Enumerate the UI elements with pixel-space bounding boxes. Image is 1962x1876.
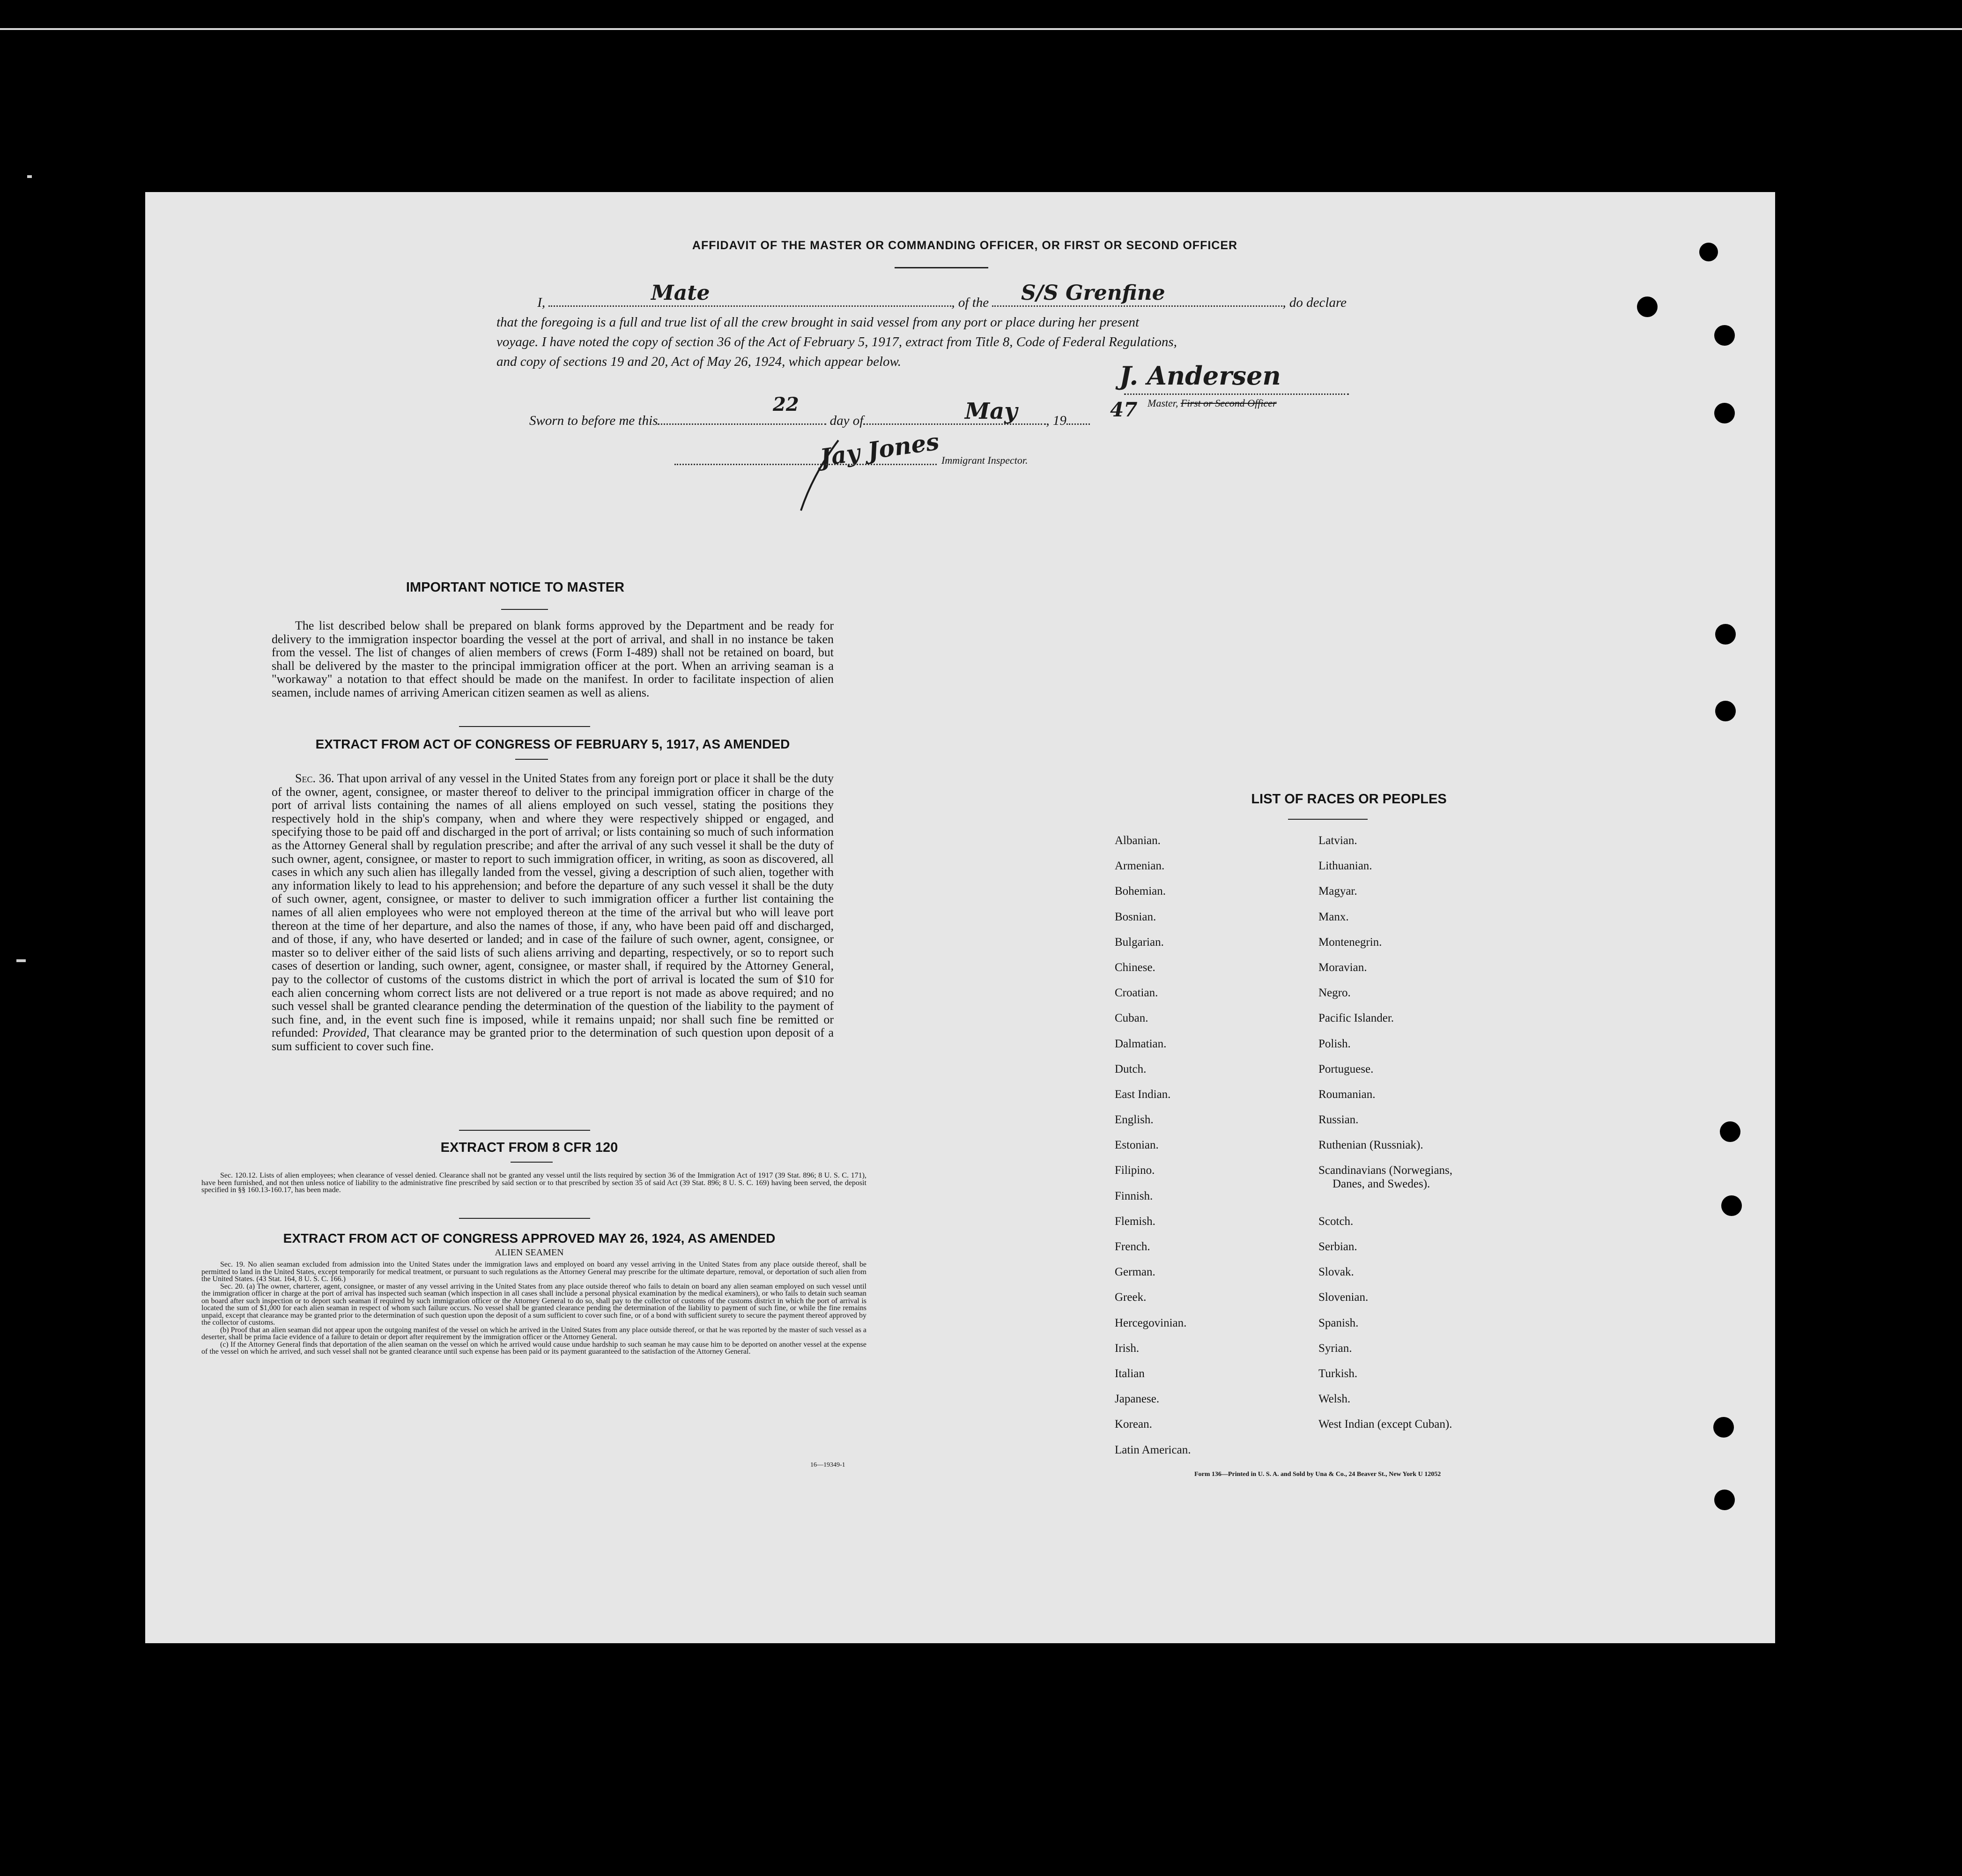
race-right-item: Slovenian.: [1318, 1291, 1369, 1304]
races-title: LIST OF RACES OR PEOPLES: [1251, 792, 1447, 807]
declaration-i: I,: [537, 295, 546, 310]
sec-20c-paragraph: (c) If the Attorney General finds that deportation of the alien seaman on the vessel on which he arrived would cause undue hardship to such seaman he may cause him to be deported on another vessel at the expense of the vessel on which he arrived, and such vessel shall not be granted clearance until such expense has been paid or its payment guaranteed to the satisfaction of the Attorney General.: [201, 1340, 866, 1356]
form-code: 16—19349-1: [810, 1461, 845, 1468]
notice-title: IMPORTANT NOTICE TO MASTER: [406, 580, 625, 595]
notice-end-rule: [459, 726, 590, 727]
race-left-item: Armenian.: [1115, 860, 1165, 873]
race-right-item: Turkish.: [1318, 1367, 1358, 1380]
race-right-item: Slovak.: [1318, 1266, 1354, 1279]
extract-1917-text: [272, 772, 834, 1053]
race-left-item: Filipino.: [1115, 1164, 1155, 1177]
binder-hole: [1699, 243, 1718, 261]
race-left-item: Croatian.: [1115, 986, 1158, 1000]
inspector-line: [674, 464, 937, 465]
race-left-item: Cuban.: [1115, 1012, 1148, 1025]
races-right-column: [1318, 834, 1452, 1443]
race-left-item: German.: [1115, 1266, 1155, 1279]
race-right-item: Lithuanian.: [1318, 860, 1372, 873]
binder-hole: [1720, 1121, 1740, 1142]
notice-text: [272, 619, 834, 700]
scan-speck: [27, 175, 32, 178]
race-right-item: Polish.: [1318, 1037, 1351, 1050]
title-underline: [895, 267, 988, 268]
master-signature-line: [1124, 393, 1349, 395]
inspector-label: Immigrant Inspector.: [941, 454, 1028, 466]
binder-hole: [1714, 1490, 1735, 1510]
struck-officer-label: First or Second Officer: [1180, 397, 1277, 409]
handwritten-day: 22: [773, 393, 799, 415]
race-left-item: Irish.: [1115, 1342, 1140, 1355]
sworn-prefix: Sworn to before me this: [529, 413, 658, 428]
sworn-day-of: day of: [829, 413, 864, 428]
master-signature: J. Andersen: [1119, 361, 1281, 391]
extract-cfr-rule: [511, 1162, 553, 1163]
race-right-item: Scotch.: [1318, 1215, 1354, 1228]
race-left-item: Greek.: [1115, 1291, 1147, 1304]
sec-36-label: Sec. 36.: [295, 771, 334, 785]
binder-hole: [1637, 297, 1658, 317]
binder-hole: [1714, 325, 1735, 346]
race-left-item: French.: [1115, 1240, 1150, 1253]
race-left-item: Estonian.: [1115, 1139, 1159, 1152]
sec-36-provided: Provided,: [322, 1026, 370, 1040]
race-right-item: Syrian.: [1318, 1342, 1352, 1355]
printer-footer: Form 136—Printed in U. S. A. and Sold by Una & Co., 24 Beaver St., New York U 12052: [1194, 1471, 1441, 1478]
race-right-item: Pacific Islander.: [1318, 1012, 1394, 1025]
declaration-do-declare: , do declare: [1282, 295, 1347, 310]
races-rule: [1288, 819, 1368, 820]
sec-20a-paragraph: Sec. 20. (a) The owner, charterer, agent, consignee, or master of any vessel arriving in the United States from any place outside thereof who fails to detain on board any alien seaman employed on such vessel until the immigration officer in charge at the port of arrival has inspected such seaman (which inspection in all cases shall include a personal physical examination by the medical examiners), or who fails to detain such seaman on board after such inspection or to deport such seaman if required by such immigration officer or the Attorney General to do so, shall pay to the collector of customs of the customs district in which the port of arrival is located the sum of $1,000 for each alien seaman in respect of whom such failure occurs. No vessel shall be granted clearance pending the determination of the liability to payment of such fine, or while the fine remains unpaid, except that clearance may be granted prior to the determination of such question upon the deposit of a sum sufficient to cover such fine, or of a bond with sufficient surety to secure the payment thereof approved by the collector of customs.: [201, 1282, 866, 1327]
month-blank: [863, 413, 1046, 425]
inspector-signature-stroke: [782, 431, 876, 515]
officer-blank: [548, 295, 951, 307]
race-right-item: Portuguese.: [1318, 1062, 1374, 1075]
race-right-item: Russian.: [1318, 1113, 1359, 1127]
binder-hole: [1714, 403, 1735, 423]
race-right-item: Roumanian.: [1318, 1088, 1376, 1101]
race-right-item: Montenegrin.: [1318, 935, 1382, 949]
race-left-item: Albanian.: [1115, 834, 1161, 847]
race-right-item: Latvian.: [1318, 834, 1357, 847]
race-left-item: Dutch.: [1115, 1062, 1147, 1075]
race-left-item: Hercegovinian.: [1115, 1316, 1187, 1329]
year-blank: [1066, 413, 1090, 425]
extract-cfr-title: EXTRACT FROM 8 CFR 120: [440, 1140, 618, 1155]
handwritten-month: May: [965, 398, 1018, 424]
sec-36-body: That upon arrival of any vessel in the United States from any foreign port or place it shall be the duty of the owner, agent, consignee, or master thereof to deliver to the principal immigration officer in charge of the port of arrival lists containing the names of all aliens employed on such vessel, stating the positions they respectively hold in the ship's company, when and where they were respectively shipped or engaged, and specifying those to be paid off and discharged in the port of arrival; or lists containing so much of such information as the Attorney General shall by regulation prescribe; and after the arrival of any such vessel it shall be the duty of such owner, agent, consignee, or master to report to such immigration officer, in writing, as soon as discovered, all cases in which any such alien has illegally landed from the vessel, giving a description of such alien, together with any information likely to lead to his apprehension; and before the departure of any such vessel it shall be the duty of such owner, agent, consignee, or master to deliver to such immigration officer a further list containing the names of all alien employees who were not employed thereon at the time of the arrival but who will leave port thereon at the time of her departure, and also the names of those, if any, who have been paid off and discharged, and of those, if any, who have deserted or landed; and in case of the failure of such owner, agent, consignee, or master so to deliver either of the said lists of such aliens arriving and departing, respectively, or so to report such cases of desertion or landing, such owner, agent, consignee, or master shall, if required by the Attorney General, pay to the collector of customs of the customs district in which the port of arrival is located the sum of $10 for each alien concerning whom correct lists are not delivered or a true report is not made as above required; and no such vessel shall be granted clearance pending the determination of the question of the liability to the payment of such fine, and, in the event such fine is imposed, while it remains unpaid; nor shall such fine be remitted or refunded:: [272, 771, 834, 1040]
race-left-item: Finnish.: [1115, 1189, 1153, 1202]
handwritten-vessel-name: S/S Grenfine: [1021, 281, 1165, 305]
declaration-of-the: , of the: [951, 295, 989, 310]
binder-hole: [1715, 624, 1736, 645]
notice-rule: [501, 609, 548, 610]
master-title: [1148, 397, 1277, 409]
handwritten-officer-rank: Mate: [651, 281, 710, 305]
binder-hole: [1713, 1417, 1734, 1438]
day-blank: [658, 413, 826, 425]
race-right-item: Scandinavians (Norwegians,: [1318, 1164, 1453, 1177]
master-label: Master,: [1148, 397, 1178, 409]
race-left-item: Latin American.: [1115, 1443, 1191, 1456]
race-right-item: Danes, and Swedes).: [1333, 1177, 1430, 1190]
sworn-year-prefix: , 19: [1046, 413, 1066, 428]
binder-hole: [1715, 701, 1736, 721]
race-right-item: Moravian.: [1318, 961, 1367, 974]
race-left-item: Korean.: [1115, 1418, 1152, 1431]
race-left-item: East Indian.: [1115, 1088, 1171, 1101]
declaration-line-2: that the foregoing is a full and true list of all the crew brought in said vessel from any port or place during her present: [496, 315, 1140, 330]
handwritten-year: 47: [1110, 398, 1138, 421]
race-right-item: Negro.: [1318, 986, 1351, 1000]
sec-36-paragraph: [272, 772, 834, 1053]
race-left-item: Dalmatian.: [1115, 1037, 1167, 1050]
alien-seamen-subtitle: ALIEN SEAMEN: [495, 1247, 564, 1258]
inspector-signature: Jay Jones: [818, 427, 941, 472]
manifest-page: [145, 192, 1775, 1643]
affidavit-title: AFFIDAVIT OF THE MASTER OR COMMANDING OFFICER, OR FIRST OR SECOND OFFICER: [692, 239, 1238, 252]
sec-120-paragraph: Sec. 120.12. Lists of alien employees; when clearance of vessel denied. Clearance shall not be granted any vessel until the lists required by section 36 of the Immigration Act of 1917 (39 Stat. 896; 8 U. S. C. 171), have been furnished, and not then unless notice of liability to the administrative fine prescribed by said section or to that prescribed by section 35 of said Act (39 Stat. 896; 8 U. S. C. 169) having been served, the deposit specified in §§ 160.13-160.17, has been made.: [201, 1172, 866, 1194]
race-left-item: Flemish.: [1115, 1215, 1155, 1228]
extract-1917-title: EXTRACT FROM ACT OF CONGRESS OF FEBRUARY 5, 1917, AS AMENDED: [315, 737, 790, 751]
race-left-item: Chinese.: [1115, 961, 1155, 974]
extract-1917-rule: [515, 759, 548, 760]
races-left-column: [1115, 834, 1191, 1468]
scan-speck: [16, 959, 26, 962]
extract-1924-title: EXTRACT FROM ACT OF CONGRESS APPROVED MAY 26, 1924, AS AMENDED: [283, 1231, 776, 1246]
race-right-item: Welsh.: [1318, 1393, 1351, 1406]
race-right-item: Ruthenian (Russniak).: [1318, 1139, 1423, 1152]
extract-1917-end-rule: [459, 1130, 590, 1131]
race-right-item: Manx.: [1318, 910, 1349, 923]
race-right-item: West Indian (except Cuban).: [1318, 1418, 1452, 1431]
sec-20b-paragraph: (b) Proof that an alien seaman did not appear upon the outgoing manifest of the vessel on which he arrived in the United States from any place outside thereof, or that he was reported by the master of such vessel as a deserter, shall be prima facie evidence of a failure to detain or deport after requirement by the immigration officer or the Attorney General.: [201, 1326, 866, 1341]
extract-1924-text: [201, 1261, 866, 1356]
sec-36-end: That clearance may be granted prior to the determination of such question upon deposit of a sum sufficient to cover such fine.: [272, 1026, 834, 1053]
race-right-item: Serbian.: [1318, 1240, 1357, 1253]
binder-hole: [1721, 1195, 1742, 1216]
declaration-line-4: and copy of sections 19 and 20, Act of May 26, 1924, which appear below.: [496, 354, 901, 369]
race-right-item: Magyar.: [1318, 885, 1357, 898]
scan-top-line: [0, 28, 1962, 30]
race-left-item: Japanese.: [1115, 1393, 1160, 1406]
declaration-line-3: voyage. I have noted the copy of section 36 of the Act of February 5, 1917, extract from Title 8, Code of Federal Regulations,: [496, 334, 1177, 349]
race-left-item: Bulgarian.: [1115, 935, 1164, 949]
race-right-item: Spanish.: [1318, 1316, 1359, 1329]
sec-19-paragraph: Sec. 19. No alien seaman excluded from admission into the United States under the immigration laws and employed on board any vessel arriving in the United States from any place outside thereof, shall be permitted to land in the United States, except temporarily for medical treatment, or pursuant to such regulations as the Attorney General may prescribe for the ultimate departure, removal, or deportation of such alien from the United States. (43 Stat. 164, 8 U. S. C. 166.): [201, 1261, 866, 1283]
race-left-item: English.: [1115, 1113, 1154, 1127]
extract-cfr-end-rule: [459, 1218, 590, 1219]
extract-cfr-text: [201, 1172, 866, 1194]
race-left-item: Bosnian.: [1115, 910, 1156, 923]
notice-paragraph: The list described below shall be prepared on blank forms approved by the Department and be ready for delivery to the immigration inspector boarding the vessel at the port of arrival, and shall in no instance be taken from the vessel. The list of changes of alien members of crews (Form I-489) shall not be retained on board, but shall be delivered by the master to the principal immigration officer at the port. When an arriving seaman is a "workaway" a notation to that effect should be made on the manifest. In order to facilitate inspection of alien seamen, include names of arriving American citizen seamen as well as aliens.: [272, 619, 834, 699]
race-left-item: Bohemian.: [1115, 885, 1166, 898]
race-left-item: Italian: [1115, 1367, 1145, 1380]
